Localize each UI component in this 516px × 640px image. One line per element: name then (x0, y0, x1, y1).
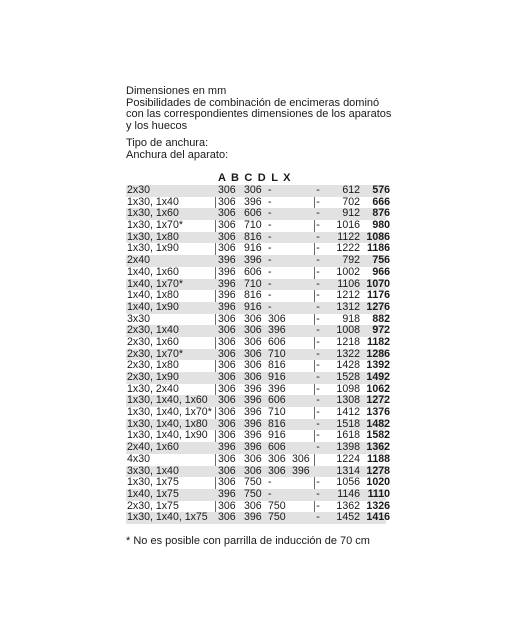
cutout-width-cell: 1272 (366, 394, 390, 407)
width-c-cell: 710 (268, 406, 286, 419)
width-x-cell: - (316, 382, 320, 395)
width-d-cell: 396 (292, 464, 310, 477)
width-b-cell: 606 (244, 265, 262, 278)
width-b-cell: 396 (244, 417, 262, 430)
width-type-label: Tipo de anchura: (126, 137, 209, 150)
table-row (126, 487, 390, 501)
total-width-cell: 1106 (337, 277, 360, 290)
intro-description-line-2: con las correspondientes dimensiones de los aparatos (126, 108, 392, 121)
cutout-width-cell: 1492 (366, 371, 390, 383)
cutout-width-cell: 576 (372, 184, 390, 196)
width-a-cell: 306 (218, 429, 236, 442)
total-width-cell: 1362 (336, 499, 360, 512)
width-c-cell: 750 (268, 511, 286, 524)
width-c-cell: 396 (268, 382, 286, 395)
total-width-cell: 1528 (336, 371, 360, 383)
width-x-cell: - (316, 476, 320, 489)
width-c-cell: - (268, 242, 272, 255)
combination-table (126, 172, 390, 524)
intro-description-line-3: y los huecos (126, 119, 188, 132)
total-width-cell: 702 (342, 195, 360, 208)
width-c-cell: 396 (268, 324, 286, 337)
combination-cell: 2x40, 1x60 (127, 441, 179, 454)
width-x-cell: - (316, 207, 320, 220)
cutout-width-cell: 1062 (366, 382, 390, 395)
combination-cell: 1x30, 1x80 (127, 230, 179, 243)
cutout-width-cell: 1176 (367, 289, 390, 302)
combination-cell: 1x30, 1x40, 1x75 (127, 511, 208, 524)
width-c-cell: 750 (268, 499, 286, 512)
width-b-cell: 396 (244, 382, 262, 395)
width-c-cell: 306 (268, 452, 286, 465)
width-x-cell: - (316, 511, 320, 524)
width-c-cell: - (268, 207, 272, 220)
total-width-cell: 1146 (337, 487, 360, 500)
table-row (126, 265, 390, 279)
cutout-width-cell: 1286 (366, 347, 390, 360)
width-c-cell: - (268, 254, 272, 267)
total-width-cell: 912 (342, 207, 360, 220)
combination-cell: 2x30, 1x60 (127, 335, 179, 348)
width-x-cell: - (316, 277, 320, 290)
width-x-cell: - (316, 300, 320, 313)
width-b-cell: 750 (244, 476, 262, 489)
width-b-cell: 396 (244, 429, 262, 442)
width-a-cell: 306 (218, 242, 236, 255)
width-a-cell: 306 (218, 335, 236, 348)
width-c-cell: 306 (268, 464, 286, 477)
width-c-cell: - (268, 476, 272, 489)
width-c-cell: - (268, 184, 272, 196)
width-b-cell: 396 (244, 441, 262, 454)
width-c-cell: 916 (268, 371, 286, 383)
width-b-cell: 306 (244, 184, 262, 196)
width-a-cell: 306 (218, 394, 236, 407)
intro-dimensions-note: Dimensiones en mm (126, 85, 227, 97)
width-b-cell: 396 (244, 511, 262, 524)
combination-cell: 1x40, 1x90 (127, 300, 179, 313)
combination-cell: 1x30, 1x40, 1x70* (127, 406, 212, 419)
intro-text (126, 86, 506, 162)
width-b-cell: 396 (244, 254, 262, 267)
width-a-cell: 396 (218, 487, 236, 500)
combination-cell: 1x30, 1x60 (127, 207, 179, 220)
width-c-cell: - (268, 219, 272, 232)
table-body (126, 184, 390, 524)
width-c-cell: - (268, 277, 272, 290)
width-x-cell: - (316, 184, 320, 196)
width-a-cell: 396 (218, 300, 236, 313)
width-x-cell: - (316, 499, 320, 512)
width-x-cell: - (316, 219, 320, 232)
width-a-cell: 396 (218, 289, 236, 302)
width-c-cell: 916 (268, 429, 286, 442)
width-c-cell: - (268, 487, 272, 500)
combination-cell: 2x30, 1x90 (127, 371, 179, 383)
cutout-width-cell: 1376 (366, 406, 390, 419)
cutout-width-cell: 666 (372, 195, 390, 208)
cutout-width-cell: 1086 (366, 230, 390, 243)
width-b-cell: 916 (244, 242, 262, 255)
width-b-cell: 306 (244, 499, 262, 512)
total-width-cell: 792 (342, 254, 360, 267)
width-b-cell: 816 (244, 230, 262, 243)
width-b-cell: 306 (244, 359, 262, 372)
width-x-cell: - (316, 394, 320, 407)
width-c-cell: 816 (268, 417, 286, 430)
combination-cell: 2x30, 1x70* (127, 347, 183, 360)
cutout-width-cell: 1186 (367, 242, 390, 255)
width-b-cell: 306 (244, 335, 262, 348)
total-width-cell: 1008 (336, 324, 360, 337)
width-a-cell: 306 (218, 347, 236, 360)
width-c-cell: - (268, 289, 272, 302)
total-width-cell: 1098 (336, 382, 360, 395)
width-x-cell: - (316, 324, 320, 337)
cutout-width-cell: 1278 (366, 464, 390, 477)
width-b-cell: 306 (244, 452, 262, 465)
cutout-width-cell: 1020 (366, 476, 390, 489)
combination-cell: 1x30, 1x90 (127, 242, 179, 255)
intro-description-line-1: Posibilidades de combinación de encimeras dominó (126, 96, 380, 109)
width-b-cell: 816 (244, 289, 262, 302)
total-width-cell: 1218 (336, 335, 360, 348)
width-b-cell: 396 (244, 195, 262, 208)
combination-cell: 1x30, 1x75 (127, 476, 179, 489)
combination-cell: 1x40, 1x60 (127, 265, 179, 278)
width-c-cell: - (268, 300, 272, 313)
combination-cell: 2x30, 1x40 (127, 324, 179, 337)
total-width-cell: 1222 (336, 242, 360, 255)
table-row (126, 300, 390, 314)
total-width-cell: 1398 (336, 441, 360, 454)
width-a-cell: 306 (218, 184, 236, 196)
total-width-cell: 1428 (336, 359, 360, 372)
width-b-cell: 306 (244, 371, 262, 383)
total-width-cell: 1056 (336, 476, 360, 489)
width-x-cell: - (316, 441, 320, 454)
combination-cell: 1x30, 1x70* (127, 219, 183, 232)
width-a-cell: 306 (218, 452, 236, 465)
width-a-cell: 306 (218, 382, 236, 395)
width-a-cell: 306 (218, 219, 236, 232)
width-c-cell: 606 (268, 394, 286, 407)
total-width-cell: 1002 (336, 265, 360, 278)
width-x-cell: - (316, 371, 320, 383)
total-width-cell: 1212 (336, 289, 360, 302)
width-c-cell: - (268, 265, 272, 278)
width-a-cell: 306 (218, 312, 236, 325)
combination-cell: 2x30, 1x75 (127, 499, 179, 512)
cutout-width-cell: 966 (372, 265, 390, 278)
width-a-cell: 306 (218, 464, 236, 477)
column-letters: A B C D L X (218, 172, 292, 184)
cutout-width-cell: 1362 (366, 441, 390, 454)
width-b-cell: 916 (244, 300, 262, 313)
combination-cell: 1x30, 1x40 (127, 195, 179, 208)
width-c-cell: 606 (268, 441, 286, 454)
width-x-cell: - (316, 335, 320, 348)
combination-cell: 2x30, 1x80 (127, 359, 179, 372)
footnote: * No es posible con parrilla de inducción de 70 cm (126, 535, 370, 547)
total-width-cell: 918 (342, 312, 360, 325)
combination-cell: 1x30, 1x40, 1x80 (127, 417, 208, 430)
total-width-cell: 1412 (336, 406, 360, 419)
width-x-cell: - (316, 406, 320, 419)
total-width-cell: 1312 (336, 300, 360, 313)
total-width-cell: 1518 (336, 417, 360, 430)
appliance-width-label: Anchura del aparato: (126, 148, 229, 161)
width-x-cell: - (316, 195, 320, 208)
width-a-cell: 306 (218, 195, 236, 208)
width-a-cell: 306 (218, 511, 236, 524)
width-b-cell: 306 (244, 324, 262, 337)
width-c-cell: 306 (268, 312, 286, 325)
combination-cell: 3x30, 1x40 (127, 464, 179, 477)
width-a-cell: 396 (218, 441, 236, 454)
total-width-cell: 1122 (337, 230, 360, 243)
width-b-cell: 396 (244, 394, 262, 407)
combination-cell: 3x30 (127, 312, 150, 325)
total-width-cell: 1308 (336, 394, 360, 407)
total-width-cell: 612 (342, 184, 360, 196)
table-row (126, 452, 390, 466)
width-d-cell: 306 (292, 452, 310, 465)
width-a-cell: 306 (218, 476, 236, 489)
width-c-cell: 816 (268, 359, 286, 372)
width-x-cell: - (316, 312, 320, 325)
cutout-width-cell: 876 (372, 207, 390, 220)
table-row (126, 184, 390, 197)
width-a-cell: 396 (218, 277, 236, 290)
width-c-cell: - (268, 195, 272, 208)
combination-cell: 2x40 (127, 254, 150, 267)
cutout-width-cell: 980 (372, 219, 390, 232)
width-x-cell: - (316, 359, 320, 372)
width-b-cell: 750 (244, 487, 262, 500)
total-width-cell: 1618 (336, 429, 360, 442)
width-x-cell: - (316, 242, 320, 255)
table-row (126, 406, 390, 419)
width-a-cell: 306 (218, 230, 236, 243)
width-c-cell: 606 (268, 335, 286, 348)
width-b-cell: 306 (244, 347, 262, 360)
width-a-cell: 306 (218, 371, 236, 383)
width-a-cell: 306 (218, 499, 236, 512)
width-x-cell: - (316, 487, 320, 500)
width-b-cell: 710 (244, 219, 262, 232)
table-row (126, 511, 390, 524)
combination-cell: 1x40, 1x70* (127, 277, 183, 290)
combination-cell: 1x40, 1x75 (127, 487, 179, 500)
width-c-cell: 710 (268, 347, 286, 360)
width-b-cell: 306 (244, 312, 262, 325)
width-a-cell: 396 (218, 254, 236, 267)
cutout-width-cell: 756 (372, 254, 390, 267)
cutout-width-cell: 1582 (366, 429, 390, 442)
width-x-cell: - (316, 265, 320, 278)
cutout-width-cell: 1110 (367, 487, 390, 500)
cutout-width-cell: 1416 (366, 511, 390, 524)
width-b-cell: 606 (244, 207, 262, 220)
total-width-cell: 1452 (336, 511, 360, 524)
width-b-cell: 396 (244, 406, 262, 419)
width-b-cell: 710 (244, 277, 262, 290)
cutout-width-cell: 1392 (366, 359, 390, 372)
cutout-width-cell: 882 (372, 312, 390, 325)
combination-cell: 1x30, 1x40, 1x60 (127, 394, 208, 407)
cutout-width-cell: 972 (372, 324, 390, 337)
combination-cell: 1x30, 2x40 (127, 382, 179, 395)
width-b-cell: 306 (244, 464, 262, 477)
combination-cell: 1x30, 1x40, 1x90 (127, 429, 208, 442)
width-a-cell: 306 (218, 324, 236, 337)
width-a-cell: 306 (218, 417, 236, 430)
cutout-width-cell: 1070 (366, 277, 390, 290)
combination-cell: 2x30 (127, 184, 150, 196)
cutout-width-cell: 1182 (367, 335, 390, 348)
total-width-cell: 1322 (336, 347, 360, 360)
width-x-cell: - (316, 254, 320, 267)
table-row (126, 219, 390, 232)
table-row (126, 371, 390, 384)
cutout-width-cell: 1188 (367, 452, 390, 465)
width-x-cell: - (316, 230, 320, 243)
total-width-cell: 1314 (336, 464, 360, 477)
width-a-cell: 306 (218, 207, 236, 220)
combination-cell: 1x40, 1x80 (127, 289, 179, 302)
total-width-cell: 1016 (336, 219, 360, 232)
width-x-cell: - (316, 417, 320, 430)
width-c-cell: - (268, 230, 272, 243)
table-row (126, 335, 390, 349)
cutout-width-cell: 1276 (366, 300, 390, 313)
combination-cell: 4x30 (127, 452, 150, 465)
width-x-cell: - (316, 347, 320, 360)
width-x-cell: - (316, 429, 320, 442)
total-width-cell: 1224 (336, 452, 360, 465)
cutout-width-cell: 1482 (366, 417, 390, 430)
cutout-width-cell: 1326 (366, 499, 390, 512)
width-a-cell: 306 (218, 406, 236, 419)
width-a-cell: 396 (218, 265, 236, 278)
width-a-cell: 306 (218, 359, 236, 372)
width-x-cell: - (316, 289, 320, 302)
